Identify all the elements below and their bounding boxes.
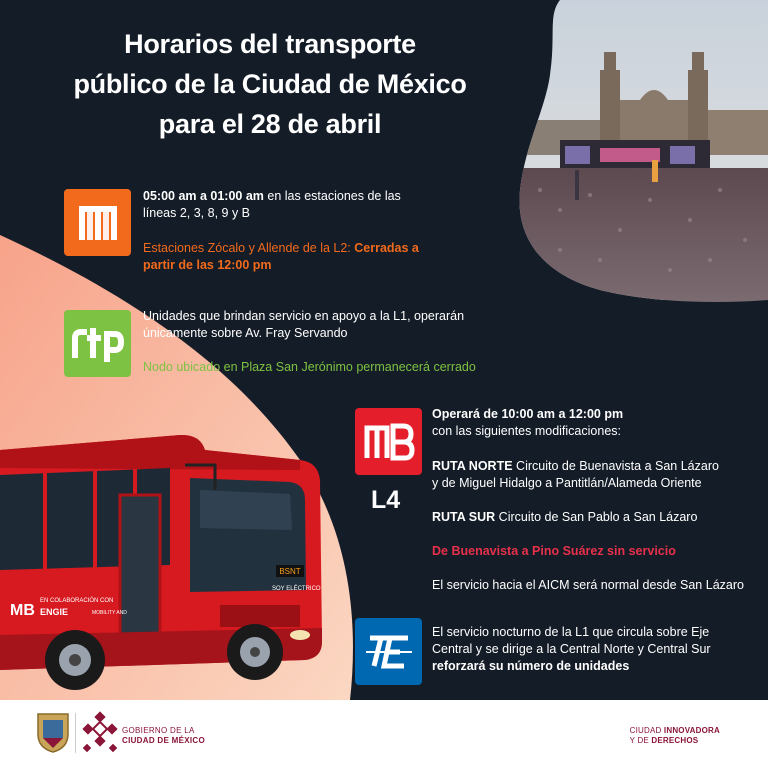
metrobus-aicm-notice: El servicio hacia el AICM será normal desde San Lázaro — [432, 578, 744, 592]
metrobus-ruta-sur — [432, 509, 762, 526]
ruta-norte-text-1: Circuito de Buenavista a San Lázaro — [512, 459, 719, 473]
rtp-node-notice: Nodo ubicado en Plaza San Jerónimo permanecerá cerrado — [143, 360, 476, 374]
rtp-line-2: únicamente sobre Av. Fray Servando — [143, 326, 348, 340]
svg-text:MB: MB — [10, 602, 35, 619]
cdmx-logo-icon — [80, 711, 120, 755]
rtp-notice — [143, 308, 503, 342]
footer-divider — [75, 713, 76, 753]
trolebus-notice — [432, 624, 762, 675]
government-line-1: GOBIERNO DE LA — [122, 726, 195, 735]
metro-schedule-hours: 05:00 am a 01:00 am — [143, 189, 264, 203]
ruta-sur-label: RUTA SUR — [432, 510, 496, 524]
rtp-logo-icon — [64, 310, 131, 377]
bus-collab-text: EN COLABORACIÓN CON — [40, 598, 114, 604]
slogan-bold-1: INNOVADORA — [663, 726, 720, 735]
title-line-3: para el 28 de abril — [158, 109, 382, 139]
bus-destination-sign: BSNT — [279, 567, 301, 576]
metro-closure-bold-2: partir de las 12:00 pm — [143, 258, 272, 272]
metro-schedule-text-1: en las estaciones de las — [263, 189, 401, 203]
rtp-line-1: Unidades que brindan servicio en apoyo a la L1, operarán — [143, 309, 465, 323]
no-service-text: De Buenavista a Pino Suárez sin servicio — [432, 544, 676, 558]
metrobus-no-service — [432, 543, 762, 560]
metrobus-logo-icon — [355, 408, 422, 475]
government-line-2: CIUDAD DE MÉXICO — [122, 736, 206, 745]
trolebus-line-1: El servicio nocturno de la L1 que circula sobre Eje — [432, 625, 710, 639]
ruta-norte-label: RUTA NORTE — [432, 459, 513, 473]
bus-side-text: SOY ELÉCTRICO — [272, 586, 321, 592]
ruta-sur-text: Circuito de San Pablo a San Lázaro — [495, 510, 698, 524]
government-name — [122, 726, 205, 746]
title-line-1: Horarios del transporte — [124, 29, 416, 59]
metro-closure-bold-1: Cerradas a — [354, 241, 419, 255]
bus-mobility-text: MOBILITY AND — [92, 610, 127, 616]
metro-schedule-text-2: líneas 2, 3, 8, 9 y B — [143, 206, 251, 220]
slogan-prefix-2: Y DE — [629, 736, 652, 745]
trolebus-logo-icon — [355, 618, 422, 685]
metrobus-hours — [432, 406, 752, 440]
slogan-bold-2: DERECHOS — [651, 736, 699, 745]
city-slogan — [630, 726, 720, 746]
ruta-norte-text-2: y de Miguel Hidalgo a Pantitlán/Alameda Oriente — [432, 476, 702, 490]
metro-closure-notice — [143, 240, 443, 274]
bus-partner-text: ENGIE — [40, 607, 69, 617]
metro-closure-prefix: Estaciones Zócalo y Allende de la L2: — [143, 241, 355, 255]
metrobus-hours-bold: Operará de 10:00 am a 12:00 pm — [432, 407, 624, 421]
trolebus-line-3: reforzará su número de unidades — [432, 659, 630, 673]
metro-schedule — [143, 188, 433, 222]
metrobus-line-label: L4 — [371, 486, 401, 514]
trolebus-line-2: Central y se dirige a la Central Norte y Central Sur — [432, 642, 711, 656]
electric-bus-illustration — [0, 420, 330, 700]
slogan-prefix-1: CIUDAD — [629, 726, 664, 735]
coat-of-arms-icon — [36, 712, 70, 754]
metrobus-ruta-norte — [432, 458, 762, 492]
metro-logo-icon — [64, 189, 131, 256]
page-title — [40, 24, 500, 144]
metrobus-hours-rest: con las siguientes modificaciones: — [432, 424, 621, 438]
title-line-2: público de la Ciudad de México — [73, 69, 467, 99]
